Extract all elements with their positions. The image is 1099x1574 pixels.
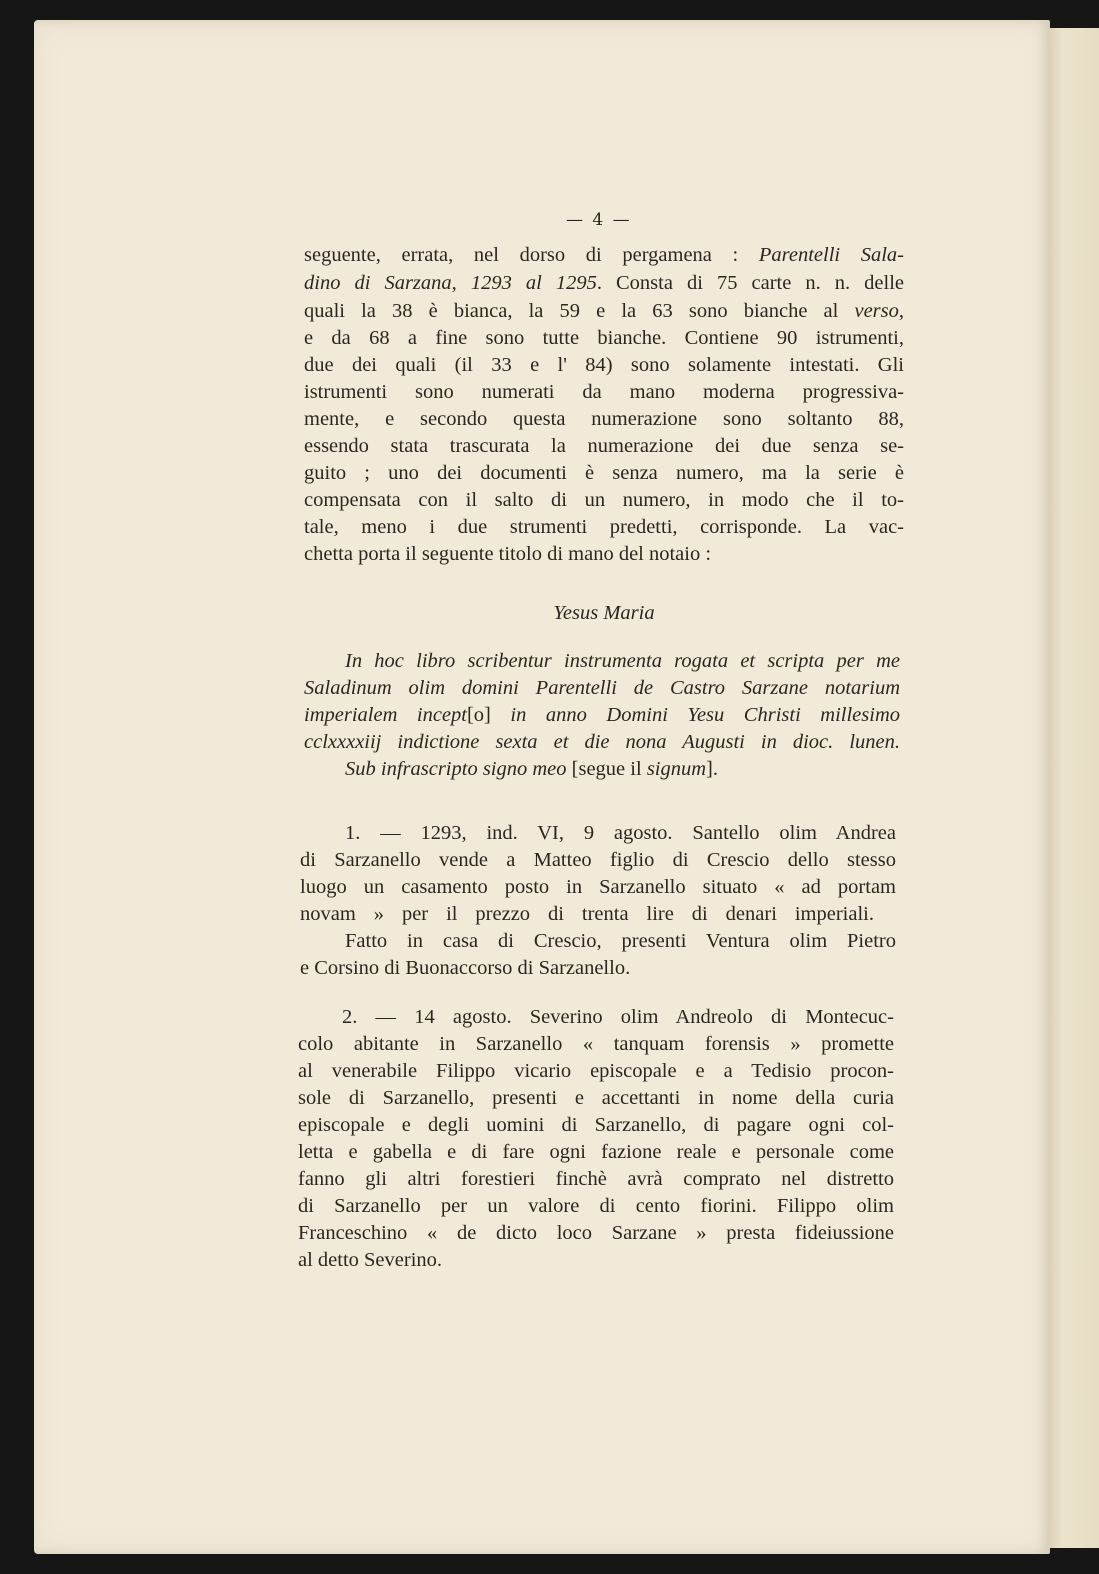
intro-line-10: compensata con il salto di un numero, in modo che il to- bbox=[304, 489, 904, 511]
entry2-line-10: al detto Severino. bbox=[298, 1249, 443, 1271]
entry2-line-2: colo abitante in Sarzanello « tanquam forensis » promette bbox=[298, 1033, 894, 1055]
intro-line-2: dino di Sarzana, 1293 al 1295. Consta di 75 carte n. n. delle bbox=[304, 272, 904, 294]
quote-line-3: imperialem incept[o] in anno Domini Yesu Christi millesimo bbox=[304, 704, 900, 726]
entry1-line-5: Fatto in casa di Crescio, presenti Ventura olim Pietro bbox=[345, 930, 896, 952]
intro-line-1: seguente, errata, nel dorso di pergamena : Parentelli Sala- bbox=[304, 244, 905, 266]
entry2-line-8: di Sarzanello per un valore di cento fiorini. Filippo olim bbox=[298, 1195, 894, 1217]
quote-line-5: Sub infrascripto signo meo [segue il signum]. bbox=[345, 758, 718, 780]
intro-line-4: e da 68 a fine sono tutte bianche. Contiene 90 istrumenti, bbox=[304, 327, 904, 349]
intro-line-6: istrumenti sono numerati da mano moderna progressiva- bbox=[304, 381, 904, 403]
entry1-line-3: luogo un casamento posto in Sarzanello situato « ad portam bbox=[300, 876, 896, 898]
intro-line-11: tale, meno i due strumenti predetti, corrisponde. La vac- bbox=[304, 516, 904, 538]
entry2-line-6: letta e gabella e di fare ogni fazione reale e personale come bbox=[298, 1141, 894, 1163]
entry2-line-5: episcopale e degli uomini di Sarzanello, di pagare ogni col- bbox=[298, 1114, 894, 1136]
intro-line-9: guito ; uno dei documenti è senza numero, ma la serie è bbox=[304, 462, 904, 484]
intro-line-12: chetta porta il seguente titolo di mano del notaio : bbox=[304, 543, 712, 565]
entry2-line-1: 2. — 14 agosto. Severino olim Andreolo di Montecuc- bbox=[342, 1006, 894, 1028]
entry1-line-1: 1. — 1293, ind. VI, 9 agosto. Santello olim Andrea bbox=[345, 822, 896, 844]
quote-line-2: Saladinum olim domini Parentelli de Castro Sarzane notarium bbox=[304, 677, 900, 699]
intro-line-3: quali la 38 è bianca, la 59 e la 63 sono bianche al verso, bbox=[304, 300, 904, 322]
intro-line-7: mente, e secondo questa numerazione sono soltanto 88, bbox=[304, 408, 904, 430]
quote-line-4: cclxxxxiij indictione sexta et die nona Augusti in dioc. lunen. bbox=[304, 731, 900, 753]
entry2-line-9: Franceschino « de dicto loco Sarzane » presta fideiussione bbox=[298, 1222, 894, 1244]
entry1-line-4: novam » per il prezzo di trenta lire di denari imperiali. bbox=[300, 903, 874, 925]
entry2-line-7: fanno gli altri forestieri finchè avrà comprato nel distretto bbox=[298, 1168, 894, 1190]
entry2-line-3: al venerabile Filippo vicario episcopale e a Tedisio procon- bbox=[298, 1060, 894, 1082]
intro-line-8: essendo stata trascurata la numerazione dei due senza se- bbox=[304, 435, 904, 457]
intro-line-5: due dei quali (il 33 e l' 84) sono solamente intestati. Gli bbox=[304, 354, 904, 376]
entry1-line-2: di Sarzanello vende a Matteo figlio di Crescio dello stesso bbox=[300, 849, 896, 871]
adjacent-page-edge bbox=[1046, 28, 1099, 1548]
entry2-line-4: sole di Sarzanello, presenti e accettanti in nome della curia bbox=[298, 1087, 894, 1109]
heading-yesus-maria: Yesus Maria bbox=[553, 602, 655, 624]
page-number: — 4 — bbox=[566, 210, 632, 230]
entry1-line-6: e Corsino di Buonaccorso di Sarzanello. bbox=[300, 957, 631, 979]
quote-line-1: In hoc libro scribentur instrumenta rogata et scripta per me bbox=[345, 650, 900, 672]
